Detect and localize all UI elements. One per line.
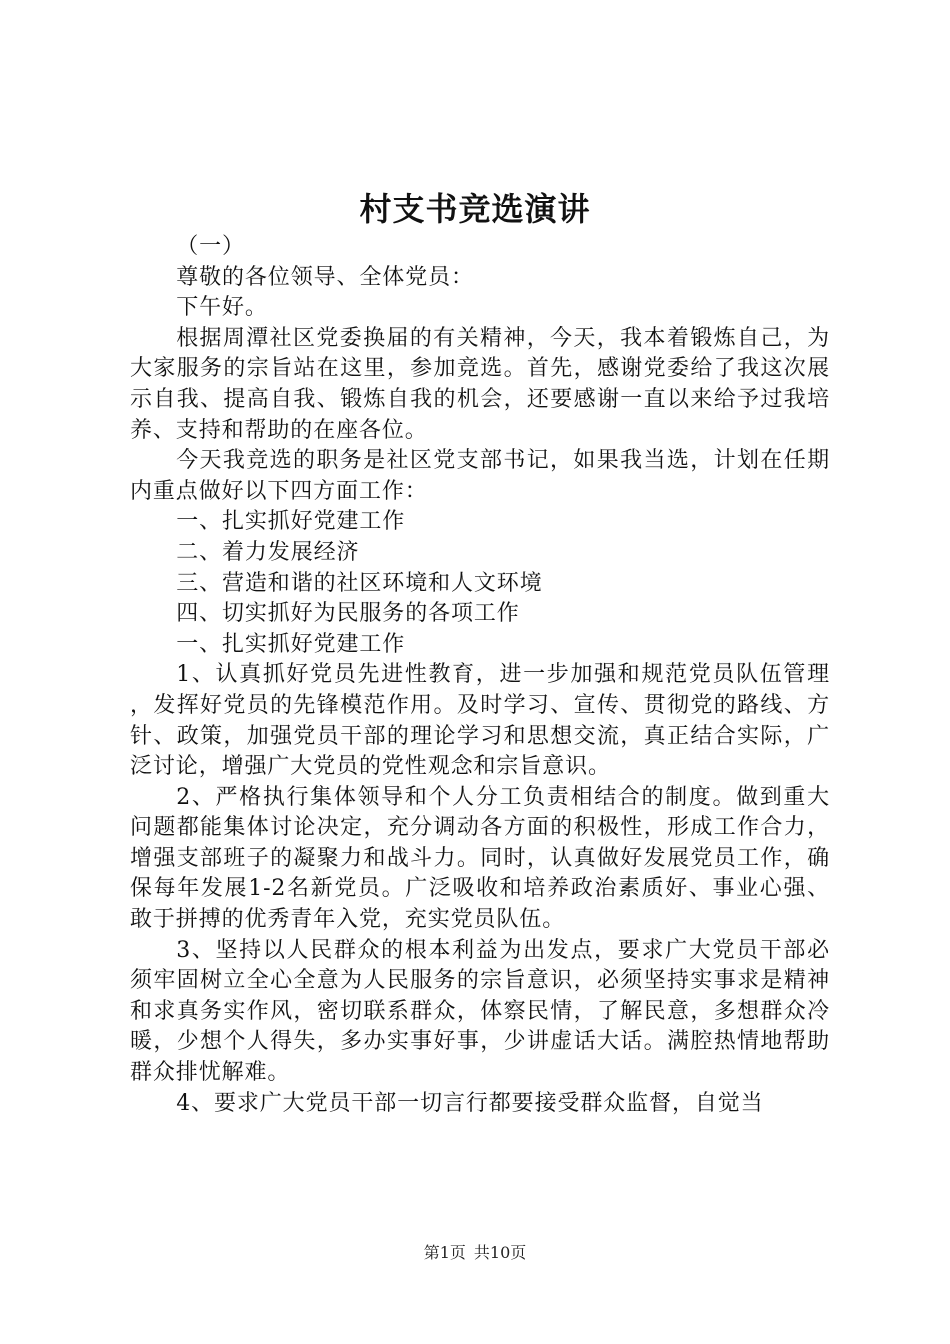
- paragraph: 尊敬的各位领导、全体党员：: [176, 264, 474, 290]
- document-title: 村支书竞选演讲: [359, 190, 591, 228]
- paragraph: 3、坚持以人民群众的根本利益为出发点，要求广大党员干部必须牢固树立全心全意为人民服务的宗旨意识，必须坚持实事求是精神和求真务实作风，密切联系群众，体察民情，了解民意，多想群众冷暖，少想个人得失，多办实事好事，少讲虚话大话。满腔热情地帮助群众排忧解难。: [130, 937, 830, 1086]
- paragraph: 四、切实抓好为民服务的各项工作: [176, 601, 520, 627]
- document-body: [130, 232, 830, 1119]
- paragraph: 1、认真抓好党员先进性教育，进一步加强和规范党员队伍管理，发挥好党员的先锋模范作用。及时学习、宣传、贯彻党的路线、方针、政策，加强党员干部的理论学习和思想交流，真正结合实际，广泛讨论，增强广大党员的党性观念和宗旨意识。: [130, 662, 830, 780]
- paragraph: （一）: [176, 234, 245, 259]
- paragraph: 2、严格执行集体领导和个人分工负责相结合的制度。做到重大问题都能集体讨论决定，充分调动各方面的积极性，形成工作合力，增强支部班子的凝聚力和战斗力。同时，认真做好发展党员工作，确保每年发展1-2名新党员。广泛吸收和培养政治素质好、事业心强、敢于拼搏的优秀青年入党，充实党员队伍。: [130, 784, 830, 933]
- paragraph: 三、营造和谐的社区环境和人文环境: [176, 570, 543, 596]
- paragraph: 今天我竞选的职务是社区党支部书记，如果我当选，计划在任期内重点做好以下四方面工作：: [130, 448, 830, 504]
- paragraph: 一、扎实抓好党建工作: [176, 509, 406, 535]
- page-number: 第1页: [423, 1243, 466, 1262]
- page-total: 共10页: [473, 1243, 527, 1262]
- paragraph: 根据周潭社区党委换届的有关精神，今天，我本着锻炼自己，为大家服务的宗旨站在这里，参加竞选。首先，感谢党委给了我这次展示自我、提高自我、锻炼自我的机会，还要感谢一直以来给予过我培养、支持和帮助的在座各位。: [130, 325, 830, 443]
- paragraph: 4、要求广大党员干部一切言行都要接受群众监督，自觉当: [176, 1090, 764, 1116]
- paragraph: 二、着力发展经济: [176, 539, 360, 565]
- paragraph: 一、扎实抓好党建工作: [176, 631, 406, 657]
- page-footer: [0, 1242, 950, 1264]
- paragraph: 下午好。: [176, 295, 268, 321]
